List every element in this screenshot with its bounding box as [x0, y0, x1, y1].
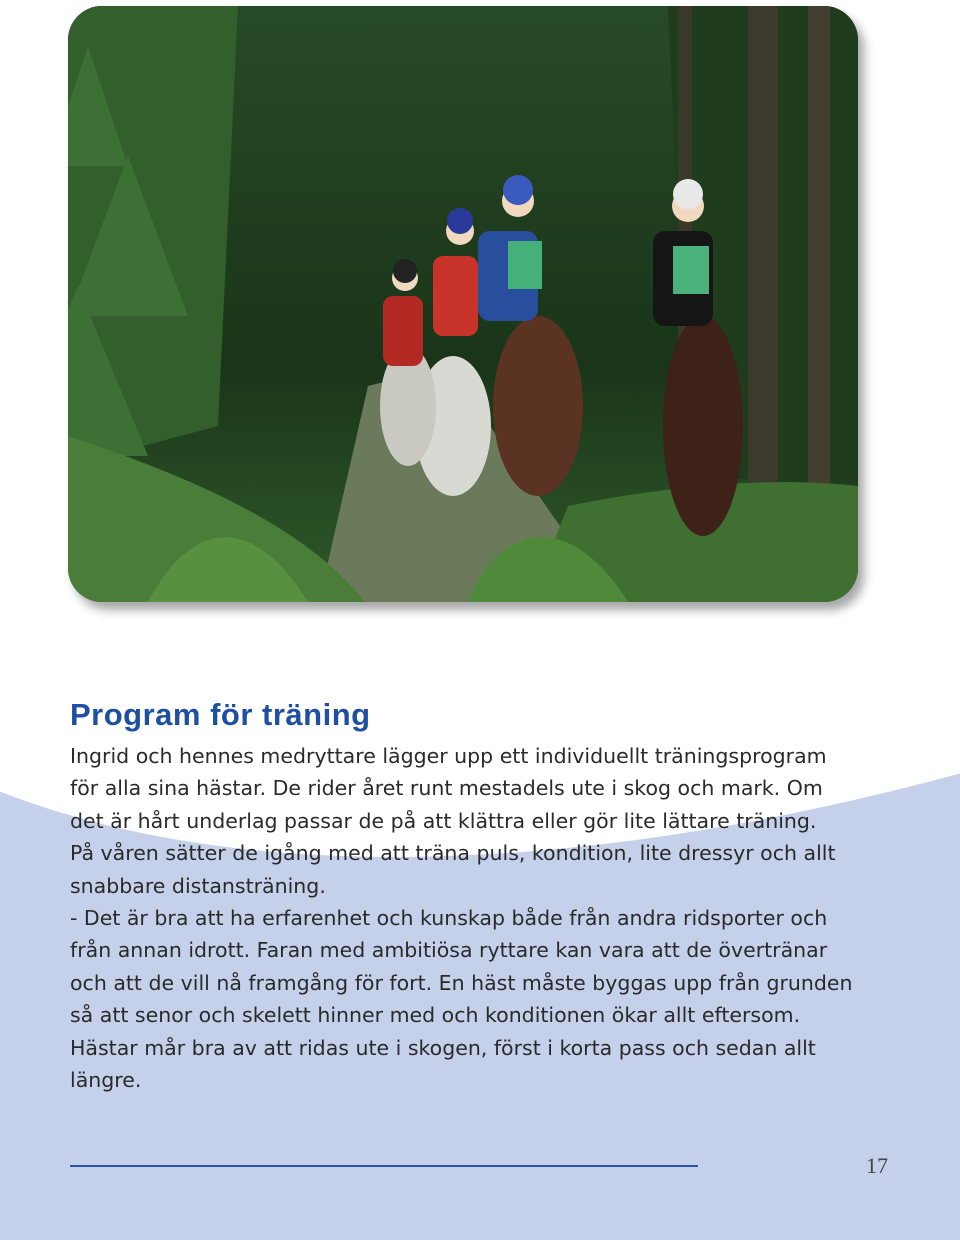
paragraph-line: - Det är bra att ha erfarenhet och kunskap både från andra ridsporter och — [70, 906, 828, 931]
paragraph-line: snabbare distansträning. — [70, 873, 326, 898]
paragraph-line: Hästar mår bra av att ridas ute i skogen, först i korta pass och sedan allt — [70, 1035, 816, 1060]
paragraph-line: och att de vill nå framgång för fort. En häst måste byggas upp från grunden — [70, 970, 853, 995]
paragraph-line: längre. — [70, 1068, 142, 1093]
paragraph-line: det är hårt underlag passar de på att klättra eller gör lite lättare träning. — [70, 808, 817, 833]
footer-rule — [70, 1165, 698, 1167]
paragraph-line: från annan idrott. Faran med ambitiösa ryttare kan vara att de övertränar — [70, 938, 828, 963]
paragraph-line: så att senor och skelett hinner med och konditionen ökar allt eftersom. — [70, 1003, 801, 1028]
article-paragraph — [70, 740, 900, 1096]
forest-photo-illustration — [68, 6, 858, 602]
paragraph-line: för alla sina hästar. De rider året runt mestadels ute i skog och mark. Om — [70, 776, 823, 801]
riders-photo — [68, 6, 858, 602]
paragraph-line: På våren sätter de igång med att träna puls, kondition, lite dressyr och allt — [70, 841, 836, 866]
paragraph-line: Ingrid och hennes medryttare lägger upp ett individuellt träningsprogram — [70, 744, 827, 768]
page-number: 17 — [866, 1153, 888, 1178]
page-title: Program för träning — [70, 697, 371, 732]
